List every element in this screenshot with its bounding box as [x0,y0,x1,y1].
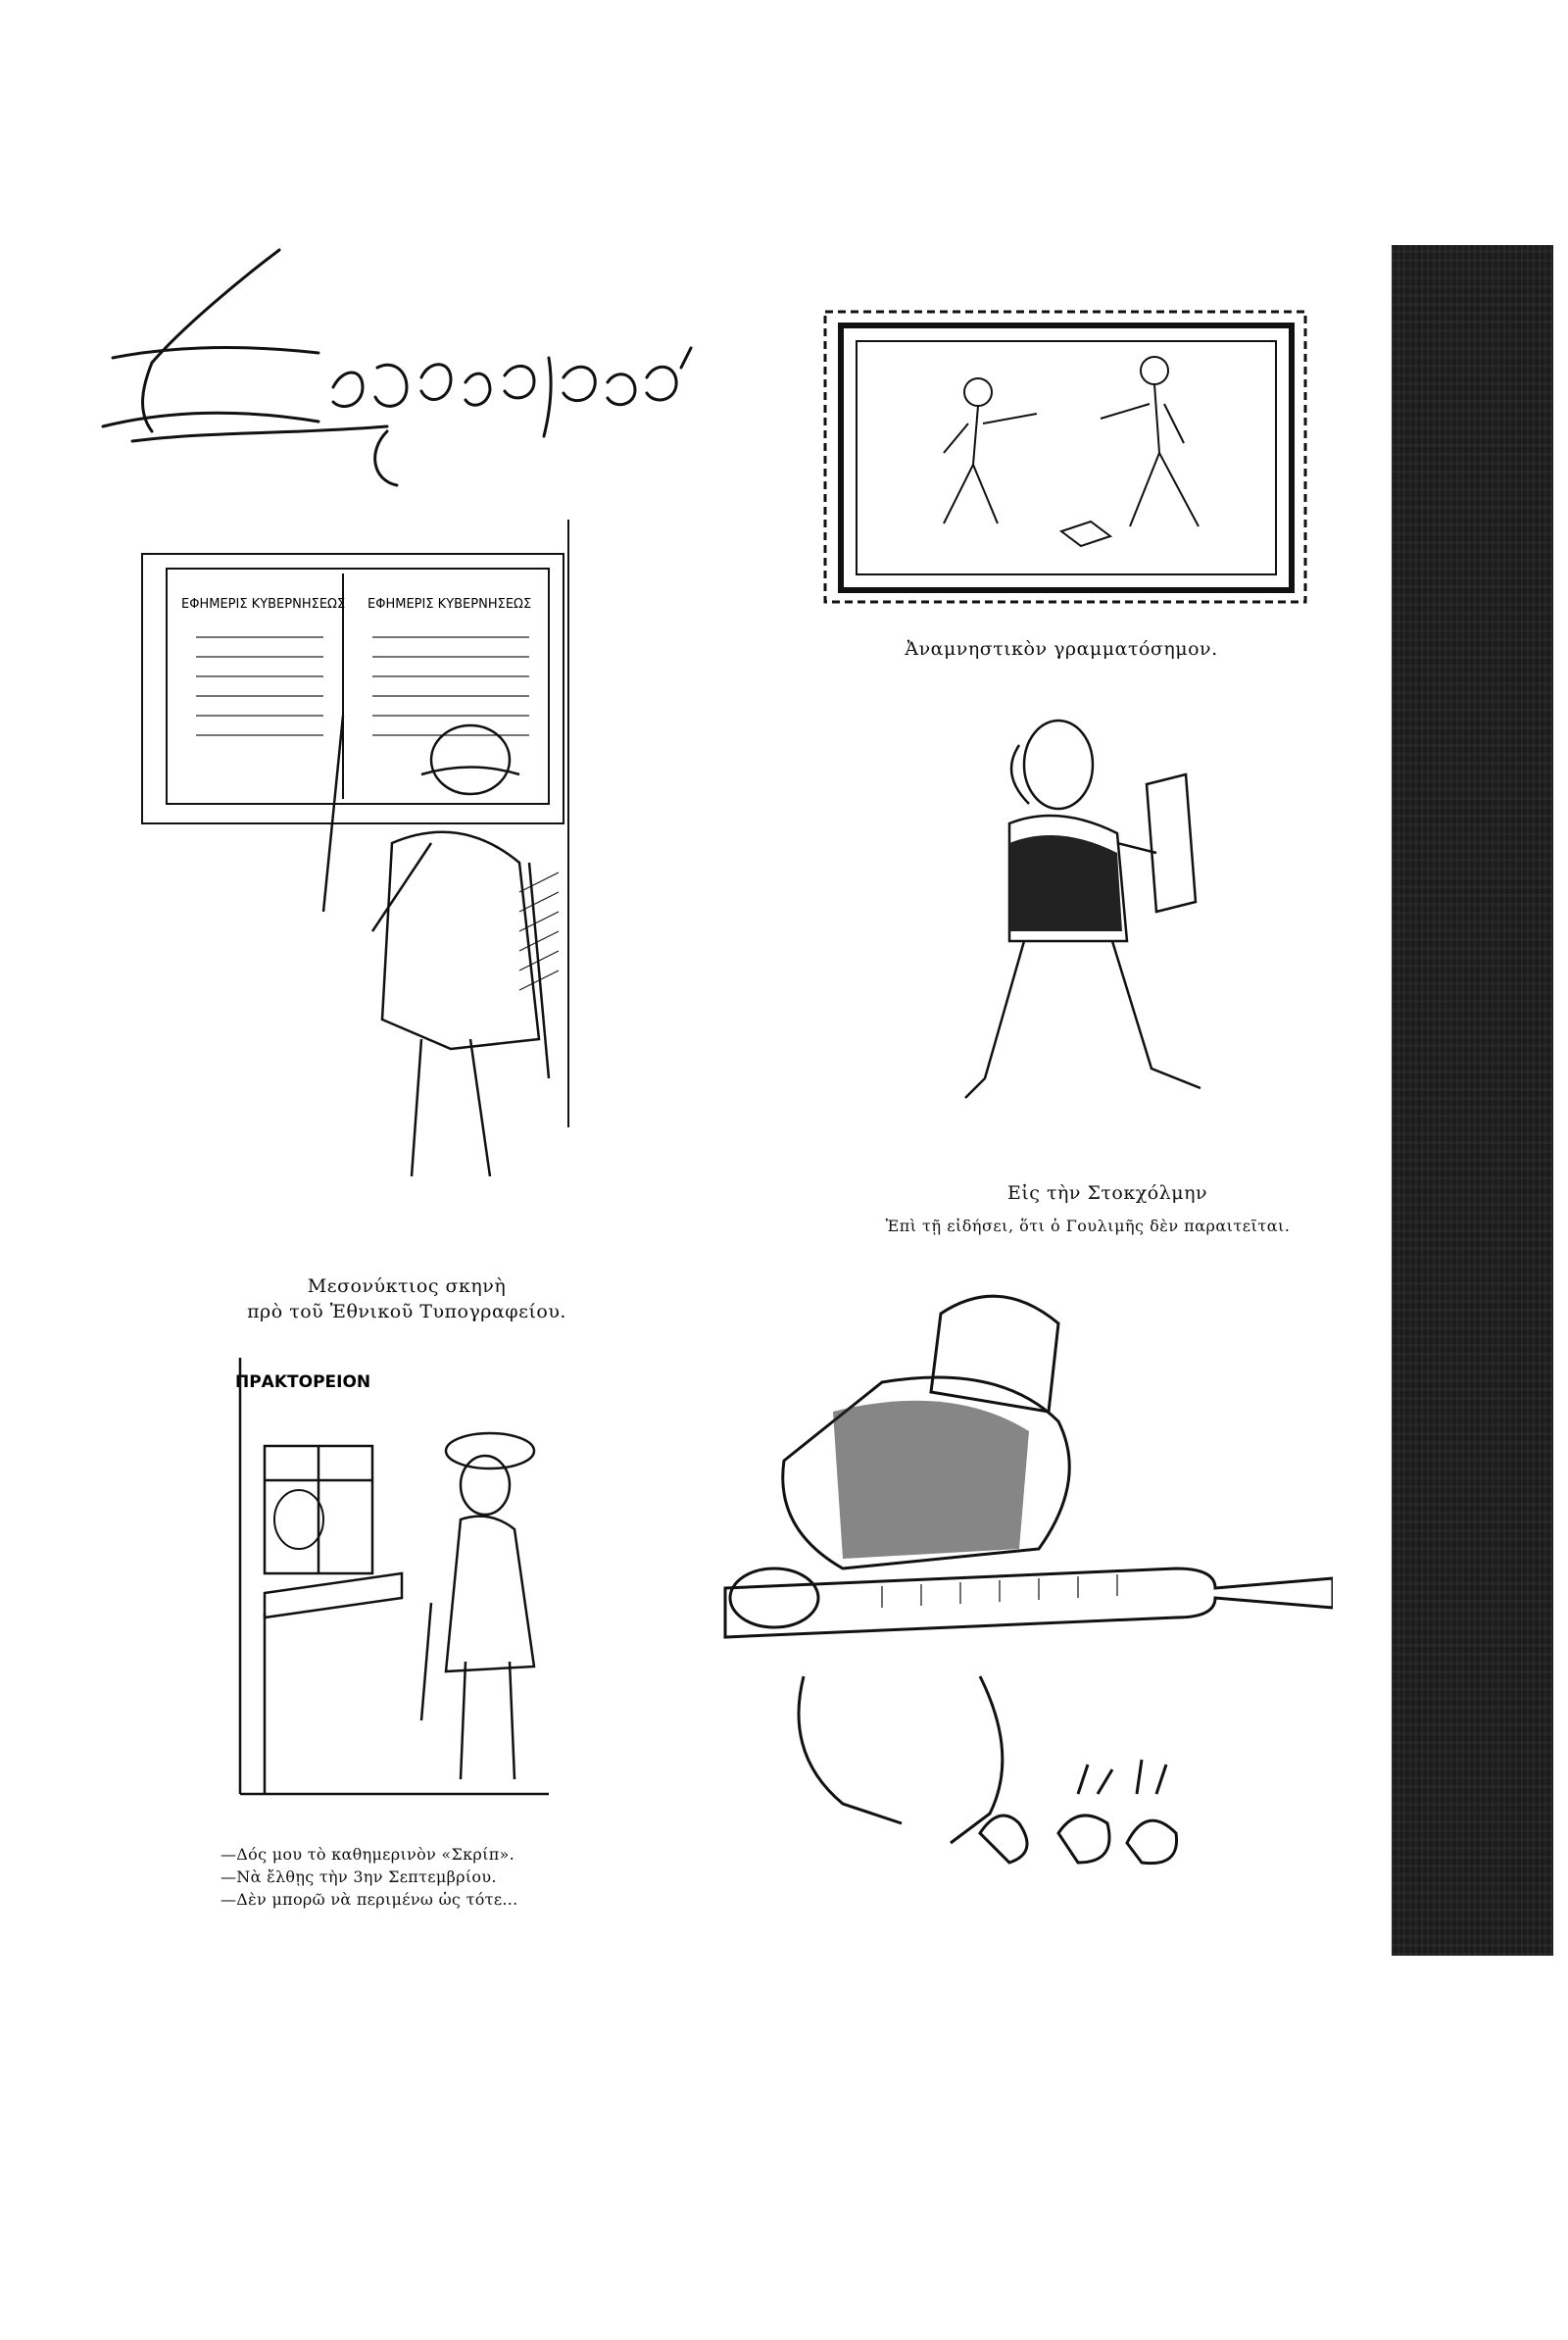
agency-dialogue [220,1843,612,1912]
stockholm-illustration [911,706,1225,1157]
masthead-title [93,240,799,505]
page-edge-shadow [1392,245,1553,1956]
hunter-cartoon [686,1284,1333,1892]
stockholm-cartoon [911,706,1225,1157]
newspaper-caption [176,1274,637,1324]
board-label-left: ΕΦΗΜΕΡΙΣ ΚΥΒΕΡΝΗΣΕΩΣ [181,597,346,612]
stamp-cartoon [821,306,1311,610]
stockholm-caption-line2: Ἐπὶ τῇ εἰδήσει, ὅτι ὁ Γουλιμῆς δὲν παραιτεῖται. [885,1217,1291,1235]
agency-cartoon [225,1358,598,1828]
hunter-illustration [686,1284,1333,1892]
agency-illustration [225,1358,598,1828]
agency-dialogue-line-2: —Νὰ ἔλθῃς τὴν 3ην Σεπτεμβρίου. [220,1867,497,1887]
newspaper-illustration [137,520,588,1225]
agency-dialogue-line-1: —Δός μου τὸ καθημερινὸν «Σκρίπ». [220,1845,514,1864]
masthead-script-drawing [93,240,799,505]
newspaper-cartoon [137,520,588,1225]
board-label-right: ΕΦΗΜΕΡΙΣ ΚΥΒΕΡΝΗΣΕΩΣ [368,597,532,612]
stamp-caption: Ἀναμνηστικὸν γραμματόσημον. [905,638,1218,660]
stockholm-caption-line1: Εἰς τὴν Στοκχόλμην [1006,1182,1208,1204]
newspaper-caption-line1: Μεσονύκτιος σκηνὴ [307,1275,507,1297]
newspaper-caption-line2: πρὸ τοῦ Ἐθνικοῦ Τυπογραφείου. [247,1300,566,1322]
stamp-illustration [821,306,1311,610]
agency-sign: ΠΡΑΚΤΟΡΕΙΟΝ [235,1372,371,1392]
agency-dialogue-line-3: —Δὲν μπορῶ νὰ περιμένω ὡς τότε... [220,1890,518,1910]
